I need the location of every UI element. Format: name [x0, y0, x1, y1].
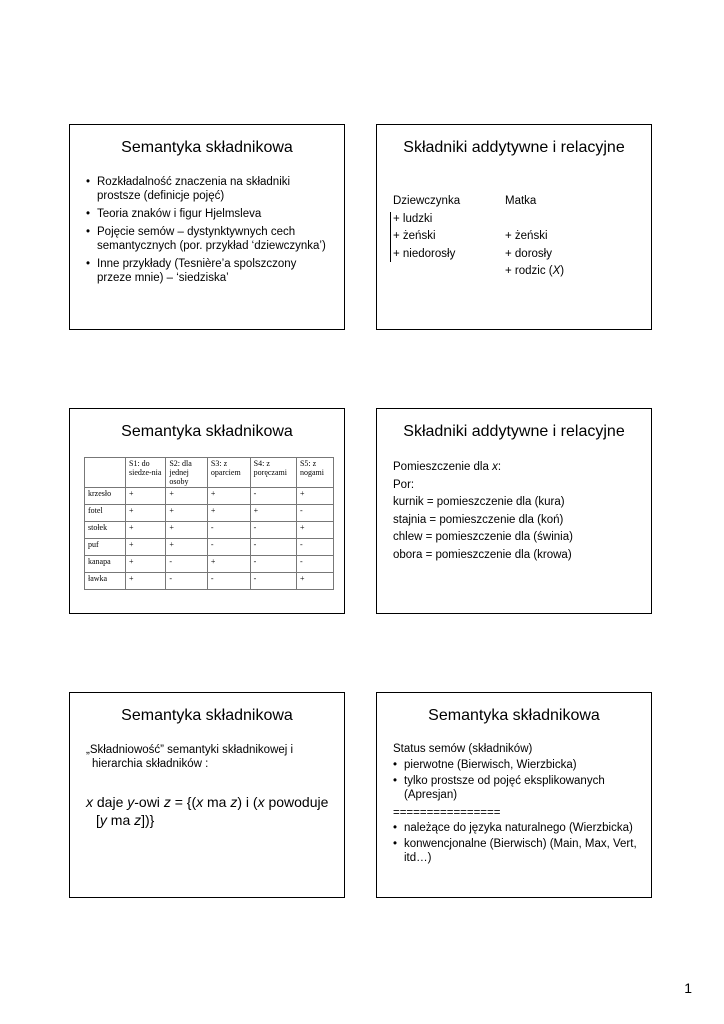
feature-item: + dorosły — [505, 247, 552, 260]
table-cell: + — [250, 505, 296, 522]
formula-text: ])} — [141, 812, 155, 828]
formula-var: z — [230, 794, 238, 810]
list-item: • Teoria znaków i figur Hjelmsleva — [86, 207, 334, 221]
table-cell: - — [166, 556, 208, 573]
formula-text: -owi — [134, 794, 164, 810]
column-header: S1: do siedze-nia — [126, 458, 166, 488]
formula-var: x — [257, 794, 265, 810]
variable: X — [552, 265, 561, 277]
formula-text: ) i ( — [237, 794, 258, 810]
formula-var: y — [127, 794, 135, 810]
table-cell: + — [126, 488, 166, 505]
spacer — [505, 211, 564, 229]
formula-var: x — [196, 794, 204, 810]
table-cell: - — [250, 556, 296, 573]
table-cell: stołek — [85, 522, 126, 539]
formula-var: z — [134, 812, 142, 828]
table-cell: ławka — [85, 573, 126, 590]
column-header: S4: z poręczami — [250, 458, 296, 488]
bracket-line — [390, 212, 391, 262]
table-row — [85, 573, 334, 590]
column-header: Matka — [505, 195, 537, 207]
table-cell: puf — [85, 539, 126, 556]
slide-3 — [69, 408, 345, 614]
table-cell: + — [126, 522, 166, 539]
table-cell: - — [296, 505, 333, 522]
formula-var: x — [86, 794, 93, 810]
column-dziewczynka — [393, 193, 460, 263]
feature-item-relational — [505, 263, 564, 281]
formula-var: z — [163, 794, 171, 810]
table-cell: + — [126, 505, 166, 522]
bullet-list — [86, 175, 334, 289]
feature-item: + żeński — [505, 230, 548, 242]
table-cell: + — [166, 522, 208, 539]
text-line: kurnik = pomieszczenie dla (kura) — [393, 496, 565, 508]
table-cell: - — [296, 556, 333, 573]
slide-title: Składniki addytywne i relacyjne — [403, 423, 625, 440]
formula-text: = {( — [170, 794, 197, 810]
column-header: S5: z nogami — [296, 458, 333, 488]
slide-title: Semantyka składnikowa — [121, 423, 293, 440]
column-header — [85, 458, 126, 488]
feature-text: + rodzic ( — [505, 265, 553, 277]
table-cell: + — [296, 522, 333, 539]
table-cell: + — [207, 505, 250, 522]
table-cell: fotel — [85, 505, 126, 522]
table-header-row — [85, 458, 334, 488]
table-row — [85, 556, 334, 573]
table-cell: + — [296, 573, 333, 590]
table-row — [85, 539, 334, 556]
slide-5 — [69, 692, 345, 898]
formula — [86, 793, 332, 829]
table-cell: + — [126, 556, 166, 573]
table-cell: + — [166, 505, 208, 522]
intro-text: Status semów (składników) — [393, 743, 533, 755]
column-matka — [505, 193, 564, 281]
slide-title: Semantyka składnikowa — [121, 139, 293, 156]
slide-title: Semantyka składnikowa — [121, 707, 293, 724]
feature-item: + ludzki — [393, 212, 433, 225]
table-cell: - — [207, 573, 250, 590]
text-line: obora = pomieszczenie dla (krowa) — [393, 548, 572, 561]
table-cell: - — [166, 573, 208, 590]
formula-var: y — [99, 812, 107, 828]
feature-table — [84, 457, 334, 590]
table-cell: kanapa — [85, 556, 126, 573]
list-item: • konwencjonalne (Bierwisch) (Main, Max, Vert, itd…) — [393, 837, 641, 865]
column-header: S3: z oparciem — [207, 458, 250, 488]
text-line: Por: — [393, 478, 415, 491]
list-item: • należące do języka naturalnego (Wierzbicka) — [393, 821, 641, 835]
text-line: chlew = pomieszczenie dla (świnia) — [393, 531, 573, 543]
formula-text: powoduje [ — [96, 794, 329, 828]
text-lines — [393, 459, 643, 564]
table-cell: - — [250, 573, 296, 590]
formula-text: ma — [106, 812, 135, 828]
slide-title: Semantyka składnikowa — [428, 707, 600, 724]
column-header: Dziewczynka — [393, 195, 461, 207]
table-row — [85, 488, 334, 505]
bullet-list — [393, 758, 641, 804]
table-cell: - — [250, 488, 296, 505]
feature-item: + żeński — [393, 230, 436, 242]
bullet-list — [393, 821, 641, 867]
table-cell: + — [296, 488, 333, 505]
list-item: • Inne przykłady (Tesnière’a spolszczony przeze mnie) – ‘siedziska’ — [86, 257, 334, 285]
feature-item: + niedorosły — [393, 247, 456, 260]
table-cell: + — [207, 556, 250, 573]
slide-4 — [376, 408, 652, 614]
line-text: : — [497, 461, 502, 473]
text-line — [393, 459, 643, 477]
list-item: • tylko prostsze od pojęć eksplikowanych (Apresjan) — [393, 774, 641, 802]
slide-1 — [69, 124, 345, 330]
table-cell: + — [126, 573, 166, 590]
slide-title: Składniki addytywne i relacyjne — [403, 139, 625, 156]
table-cell: - — [296, 539, 333, 556]
list-item: • Pojęcie semów – dystynktywnych cech semantycznych (por. przykład ‘dziewczynka’) — [86, 225, 334, 253]
table-cell: - — [250, 522, 296, 539]
table-cell: - — [207, 539, 250, 556]
intro-text: „Składniowość” semantyki składnikowej i hierarchia składników : — [86, 744, 294, 770]
closing-paren: ) — [560, 265, 565, 277]
line-text: Pomieszczenie dla — [393, 461, 493, 473]
table-row — [85, 522, 334, 539]
table-cell: + — [166, 488, 208, 505]
list-item: • Rozkładalność znaczenia na składniki prostsze (definicje pojęć) — [86, 175, 334, 203]
list-item: • pierwotne (Bierwisch, Wierzbicka) — [393, 758, 641, 772]
table-cell: + — [126, 539, 166, 556]
table-cell: krzesło — [85, 488, 126, 505]
variable: x — [492, 461, 498, 473]
formula-text: daje — [93, 794, 128, 810]
table-cell: - — [250, 539, 296, 556]
formula-text: ma — [203, 794, 231, 810]
separator: ================ — [393, 807, 501, 819]
table-cell: + — [166, 539, 208, 556]
column-header: S2: dla jednej osoby — [166, 458, 208, 488]
slide-2 — [376, 124, 652, 330]
page-number: 1 — [684, 980, 692, 996]
text-line: stajnia = pomieszczenie dla (koń) — [393, 513, 564, 526]
slide-6 — [376, 692, 652, 898]
table-cell: - — [207, 522, 250, 539]
table-cell: + — [207, 488, 250, 505]
table-row — [85, 505, 334, 522]
